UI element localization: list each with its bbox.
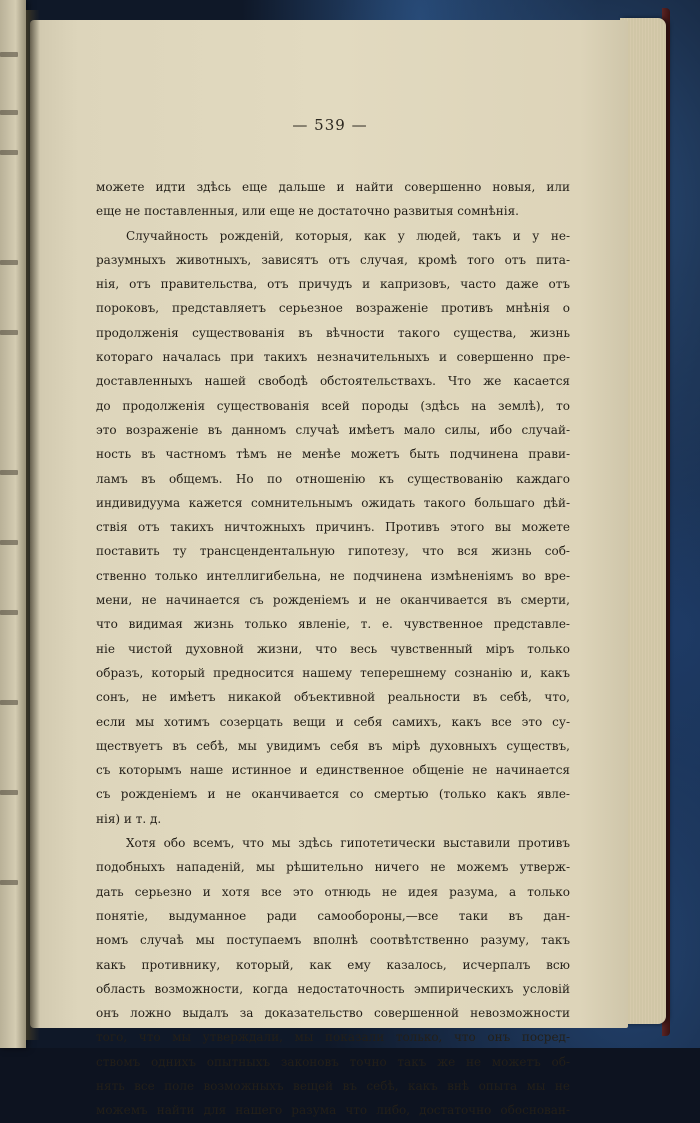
text-line: доставленныхъ нашей свободѣ обстоятельствахъ. Что же касается	[96, 374, 570, 389]
text-line: область возможности, когда недостаточность эмпирическихъ условій	[96, 981, 570, 996]
text-line: это возраженіе въ данномъ случаѣ имѣетъ мало силы, ибо случай-	[96, 422, 570, 437]
left-page-text-fragment	[0, 540, 18, 545]
text-line: какъ противнику, который, как ему казалось, исчерпалъ всю	[96, 957, 570, 972]
left-page-text-fragment	[0, 880, 18, 885]
text-line: что видимая жизнь только явленіе, т. е. чувственное представле-	[96, 617, 570, 632]
left-page-text-fragment	[0, 470, 18, 475]
book-page	[30, 20, 628, 1118]
text-line: индивидуума кажется сомнительнымъ ожидать такого большаго дѣй-	[96, 495, 570, 510]
text-line: номъ случаѣ мы поступаемъ вполнѣ соотвѣтственно разуму, такъ	[96, 933, 570, 948]
text-line: Хотя обо всемъ, что мы здѣсь гипотетически выставили противъ	[126, 836, 570, 851]
text-line: образъ, который предносится нашему теперешнему сознанію и, какъ	[96, 665, 570, 680]
left-page-text-fragment	[0, 330, 18, 335]
text-line: съ рожденіемъ и не оканчивается со смертью (только какъ явле-	[96, 787, 570, 802]
text-line: до продолженія существованія всей породы (здѣсь на землѣ), то	[96, 398, 570, 413]
text-line: сонъ, не имѣетъ никакой объективной реальности въ себѣ, что,	[96, 690, 570, 705]
text-line: ственно только интеллигибельна, не подчинена измѣненіямъ во вре-	[96, 568, 570, 583]
left-page-edge	[0, 0, 26, 1048]
left-page-text-fragment	[0, 52, 18, 57]
text-line: пороковъ, представляетъ серьезное возраженіе противъ мнѣнія о	[96, 301, 570, 316]
left-page-text-fragment	[0, 790, 18, 795]
text-line: нія) и т. д.	[96, 811, 162, 826]
text-line: ществуетъ въ себѣ, мы увидимъ себя въ мірѣ духовныхъ существъ,	[96, 738, 570, 753]
page-number: — 539 —	[292, 116, 368, 134]
text-line: понятіе, выдуманное ради самообороны,—все таки въ дан-	[96, 908, 570, 923]
left-page-text-fragment	[0, 150, 18, 155]
text-line: ствомъ однихъ опытныхъ законовъ точно такъ же не можетъ об-	[96, 1054, 570, 1069]
text-line: ламъ въ общемъ. Но по отношенію къ существованію каждаго	[96, 471, 570, 486]
text-line: поставить ту трансцендентальную гипотезу, что вся жизнь соб-	[96, 544, 570, 559]
text-line: дать серьезно и хотя все это отнюдь не идея разума, а только	[96, 884, 570, 899]
text-line: если мы хотимъ созерцать вещи и себя самихъ, какъ все это су-	[96, 714, 570, 729]
text-line: ніе чистой духовной жизни, что весь чувственный міръ только	[96, 641, 570, 656]
text-line: можете идти здѣсь еще дальше и найти совершенно новыя, или	[96, 180, 570, 194]
text-line: нія, отъ правительства, отъ причудъ и капризовъ, часто даже отъ	[96, 277, 570, 292]
text-line: нять все поле возможныхъ вещей въ себѣ, какъ внѣ опыта мы не	[96, 1078, 570, 1093]
left-page-text-fragment	[0, 110, 18, 115]
text-line: мени, не начинается съ рожденіемъ и не оканчивается въ смерти,	[96, 593, 570, 608]
text-line: еще не поставленныя, или еще не достаточно развитыя сомнѣнія.	[96, 204, 519, 219]
text-line: ность въ частномъ тѣмъ не менѣе можетъ быть подчинена прави-	[96, 447, 570, 462]
text-line: подобныхъ нападеній, мы рѣшительно ничего не можемъ утверж-	[96, 860, 570, 875]
left-page-text-fragment	[0, 700, 18, 705]
text-line: можемъ найти для нашего разума что либо, достаточно обоснован-	[96, 1103, 570, 1118]
text-line: ствія отъ такихъ ничтожныхъ причинъ. Противъ этого вы можете	[96, 520, 570, 535]
text-line: продолженія существованія въ вѣчности такого существа, жизнь	[96, 325, 570, 340]
text-line: котораго началась при такихъ незначительныхъ и совершенно пре-	[96, 350, 570, 365]
text-line: разумныхъ животныхъ, зависятъ отъ случая, кромѣ того отъ пита-	[96, 252, 570, 267]
text-line: Случайность рожденій, которыя, как у людей, такъ и у не-	[126, 228, 570, 243]
text-line: съ которымъ наше истинное и единственное общеніе не начинается	[96, 763, 570, 778]
left-page-text-fragment	[0, 260, 18, 265]
spine-shadow	[26, 10, 40, 1040]
text-line: онъ ложно выдалъ за доказательство совершенной невозможности	[96, 1006, 570, 1021]
page-body-text	[96, 175, 570, 1123]
left-page-text-fragment	[0, 610, 18, 615]
text-line: того, что мы утверждали, мы показали только, что онъ посред-	[96, 1030, 570, 1045]
